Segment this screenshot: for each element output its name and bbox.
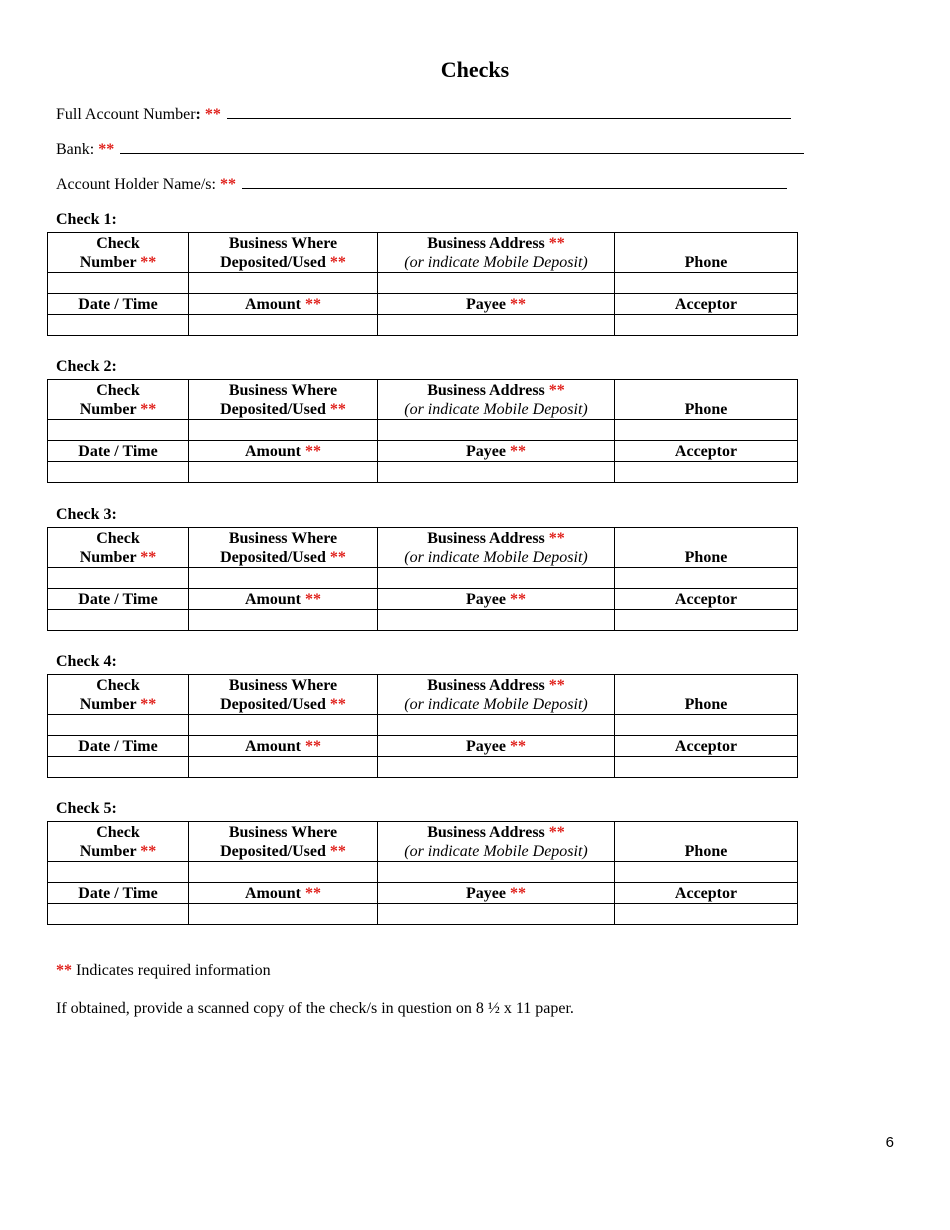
page-number: 6 <box>885 1134 894 1151</box>
header-text: Business Where <box>228 530 338 547</box>
header-text: Number <box>79 696 137 713</box>
header-text: Payee <box>466 885 506 902</box>
check-number-cell[interactable] <box>48 715 189 736</box>
check-number-cell[interactable] <box>48 568 189 589</box>
header-text: Amount <box>244 738 301 755</box>
header-check-number <box>48 380 189 420</box>
header-text: Business Address <box>427 530 545 547</box>
header-acceptor: Acceptor <box>615 441 798 462</box>
header-address <box>378 822 615 862</box>
header-text: Payee <box>466 738 506 755</box>
required-mark: ** <box>219 176 236 193</box>
header-address <box>378 233 615 273</box>
header-text: Check <box>96 677 140 694</box>
header-text: Amount <box>244 443 301 460</box>
required-mark: ** <box>548 235 565 252</box>
amount-cell[interactable] <box>189 610 378 631</box>
check-table <box>47 527 798 631</box>
header-payee <box>378 883 615 904</box>
check-number-cell[interactable] <box>48 862 189 883</box>
header-text: Check <box>96 382 140 399</box>
check-number-cell[interactable] <box>48 420 189 441</box>
header-text: Check <box>96 824 140 841</box>
required-mark: ** <box>509 296 526 313</box>
date-time-cell[interactable] <box>48 904 189 925</box>
header-text: Payee <box>466 591 506 608</box>
business-cell[interactable] <box>189 420 378 441</box>
header-business <box>189 822 378 862</box>
acceptor-cell[interactable] <box>615 757 798 778</box>
required-mark: ** <box>509 443 526 460</box>
header-text: Number <box>79 401 137 418</box>
header-amount <box>189 589 378 610</box>
address-cell[interactable] <box>378 715 615 736</box>
header-text: Business Address <box>427 235 545 252</box>
header-text: Business Where <box>228 235 338 252</box>
check-table <box>47 674 798 778</box>
header-acceptor: Acceptor <box>615 589 798 610</box>
required-mark: ** <box>140 696 157 713</box>
header-text: Payee <box>466 443 506 460</box>
payee-cell[interactable] <box>378 757 615 778</box>
payee-cell[interactable] <box>378 462 615 483</box>
required-mark: ** <box>548 530 565 547</box>
check-label: Check 2: <box>56 358 117 375</box>
required-mark: ** <box>548 677 565 694</box>
header-text: Number <box>79 254 137 271</box>
check-label: Check 4: <box>56 653 117 670</box>
header-check-number <box>48 233 189 273</box>
holder-field[interactable] <box>242 174 787 189</box>
header-text: Amount <box>244 885 301 902</box>
header-text: Deposited/Used <box>220 254 326 271</box>
header-text: (or indicate Mobile Deposit) <box>404 401 588 418</box>
business-cell[interactable] <box>189 862 378 883</box>
date-time-cell[interactable] <box>48 757 189 778</box>
header-text: Business Address <box>427 382 545 399</box>
check-label: Check 1: <box>56 211 117 228</box>
required-mark: ** <box>509 885 526 902</box>
header-text: Amount <box>244 296 301 313</box>
header-address <box>378 675 615 715</box>
header-text: Business Where <box>228 677 338 694</box>
date-time-cell[interactable] <box>48 610 189 631</box>
check-table <box>47 232 798 336</box>
header-amount <box>189 294 378 315</box>
required-mark: ** <box>329 549 346 566</box>
required-mark: ** <box>329 401 346 418</box>
required-mark: ** <box>140 254 157 271</box>
phone-cell[interactable] <box>615 862 798 883</box>
header-text: Business Address <box>427 824 545 841</box>
required-mark: ** <box>305 738 321 755</box>
scan-note: If obtained, provide a scanned copy of the check/s in question on 8 ½ x 11 paper. <box>56 1000 574 1017</box>
required-mark: ** <box>329 254 346 271</box>
header-business <box>189 675 378 715</box>
header-phone: Phone <box>615 528 798 568</box>
address-cell[interactable] <box>378 568 615 589</box>
payee-cell[interactable] <box>378 904 615 925</box>
bank-row <box>56 139 804 159</box>
amount-cell[interactable] <box>189 462 378 483</box>
holder-label: Account Holder Name/s: ** <box>56 176 236 193</box>
check-label: Check 3: <box>56 506 117 523</box>
business-cell[interactable] <box>189 273 378 294</box>
required-mark: ** <box>509 738 526 755</box>
header-text: Amount <box>244 591 301 608</box>
business-cell[interactable] <box>189 568 378 589</box>
required-mark: ** <box>548 382 565 399</box>
header-text: Business Address <box>427 677 545 694</box>
date-time-cell[interactable] <box>48 315 189 336</box>
phone-cell[interactable] <box>615 420 798 441</box>
bank-label: Bank: ** <box>56 141 115 158</box>
bank-field[interactable] <box>120 139 804 154</box>
phone-cell[interactable] <box>615 715 798 736</box>
required-mark: ** <box>305 296 321 313</box>
header-text: Deposited/Used <box>220 401 326 418</box>
payee-cell[interactable] <box>378 315 615 336</box>
header-text: Deposited/Used <box>220 549 326 566</box>
account-number-field[interactable] <box>227 104 791 119</box>
header-text: (or indicate Mobile Deposit) <box>404 549 588 566</box>
phone-cell[interactable] <box>615 273 798 294</box>
header-date-time: Date / Time <box>48 294 189 315</box>
required-note <box>56 962 271 980</box>
date-time-cell[interactable] <box>48 462 189 483</box>
header-acceptor: Acceptor <box>615 883 798 904</box>
amount-cell[interactable] <box>189 757 378 778</box>
header-acceptor: Acceptor <box>615 736 798 757</box>
amount-cell[interactable] <box>189 904 378 925</box>
header-check-number <box>48 822 189 862</box>
required-mark: ** <box>56 962 72 979</box>
required-mark: ** <box>329 843 346 860</box>
required-mark: ** <box>98 141 115 158</box>
check-table <box>47 379 798 483</box>
header-date-time: Date / Time <box>48 736 189 757</box>
required-mark: ** <box>329 696 346 713</box>
required-mark: ** <box>140 843 157 860</box>
required-note-text: Indicates required information <box>76 962 271 979</box>
header-text: Number <box>79 843 137 860</box>
required-mark: ** <box>305 885 321 902</box>
header-business <box>189 233 378 273</box>
header-text: Deposited/Used <box>220 843 326 860</box>
account-number-label: Full Account Number: ** <box>56 106 221 123</box>
acceptor-cell[interactable] <box>615 462 798 483</box>
address-cell[interactable] <box>378 862 615 883</box>
header-text: Deposited/Used <box>220 696 326 713</box>
payee-cell[interactable] <box>378 610 615 631</box>
required-mark: ** <box>548 824 565 841</box>
required-mark: ** <box>305 443 321 460</box>
header-address <box>378 528 615 568</box>
header-acceptor: Acceptor <box>615 294 798 315</box>
account-number-row <box>56 104 791 124</box>
header-text: Payee <box>466 296 506 313</box>
header-phone: Phone <box>615 822 798 862</box>
required-mark: ** <box>509 591 526 608</box>
acceptor-cell[interactable] <box>615 315 798 336</box>
header-amount <box>189 883 378 904</box>
header-payee <box>378 736 615 757</box>
holder-row <box>56 174 787 194</box>
header-check-number <box>48 528 189 568</box>
address-cell[interactable] <box>378 420 615 441</box>
header-amount <box>189 441 378 462</box>
header-date-time: Date / Time <box>48 589 189 610</box>
page-title: Checks <box>440 57 510 82</box>
header-date-time: Date / Time <box>48 441 189 462</box>
check-table <box>47 821 798 925</box>
phone-cell[interactable] <box>615 568 798 589</box>
header-text: Check <box>96 235 140 252</box>
header-text: Business Where <box>228 382 338 399</box>
required-mark: ** <box>204 106 221 123</box>
header-text: (or indicate Mobile Deposit) <box>404 696 588 713</box>
required-mark: ** <box>305 591 321 608</box>
acceptor-cell[interactable] <box>615 610 798 631</box>
acceptor-cell[interactable] <box>615 904 798 925</box>
header-text: (or indicate Mobile Deposit) <box>404 843 588 860</box>
header-business <box>189 380 378 420</box>
header-business <box>189 528 378 568</box>
business-cell[interactable] <box>189 715 378 736</box>
amount-cell[interactable] <box>189 315 378 336</box>
header-payee <box>378 589 615 610</box>
header-phone: Phone <box>615 233 798 273</box>
header-address <box>378 380 615 420</box>
header-check-number <box>48 675 189 715</box>
check-label: Check 5: <box>56 800 117 817</box>
header-text: Number <box>79 549 137 566</box>
required-mark: ** <box>140 549 157 566</box>
required-mark: ** <box>140 401 157 418</box>
header-phone: Phone <box>615 380 798 420</box>
header-text: (or indicate Mobile Deposit) <box>404 254 588 271</box>
check-number-cell[interactable] <box>48 273 189 294</box>
header-amount <box>189 736 378 757</box>
header-text: Business Where <box>228 824 338 841</box>
header-date-time: Date / Time <box>48 883 189 904</box>
address-cell[interactable] <box>378 273 615 294</box>
header-text: Check <box>96 530 140 547</box>
header-payee <box>378 294 615 315</box>
header-payee <box>378 441 615 462</box>
header-phone: Phone <box>615 675 798 715</box>
